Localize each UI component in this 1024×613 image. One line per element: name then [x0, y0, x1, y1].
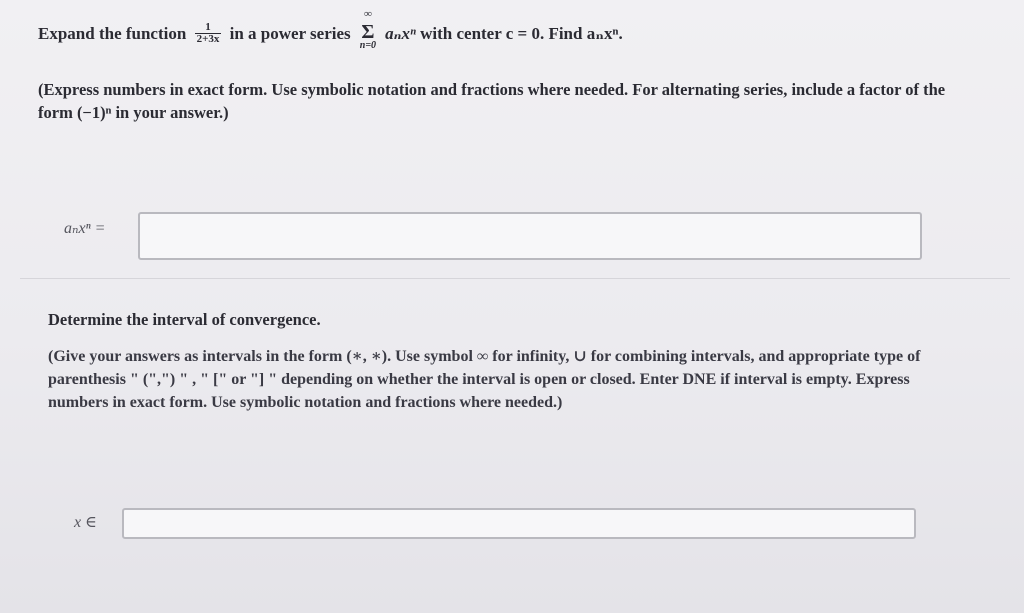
question1-hint: (Express numbers in exact form. Use symbolic notation and fractions where needed. For alternating series, include a factor of the form (−1)ⁿ in your answer.) — [38, 80, 946, 122]
interval-input[interactable] — [122, 508, 916, 539]
summation-symbol: Σ — [361, 21, 375, 44]
summation-term: aₙxⁿ — [385, 24, 416, 43]
answer2-label: x ∈ — [74, 514, 97, 531]
question1-statement — [38, 8, 998, 52]
question1-text-middle: in a power series — [229, 24, 351, 43]
answer1-input[interactable] — [138, 212, 922, 260]
question1-text-before: Expand the function — [38, 24, 187, 43]
question2-prompt: Determine the interval of convergence. — [48, 310, 321, 329]
summation-upper-limit: ∞ — [363, 8, 372, 21]
answer1-label: aₙxⁿ = — [64, 220, 106, 237]
fraction-numerator: 1 — [195, 22, 222, 34]
question2-hint: (Give your answers as intervals in the form (∗, ∗). Use symbol ∞ for infinity, ∪ for combining intervals, and appropriate type of parenthesis " (",") " , " [" or "] " depending on whether the interval is open or closed. Enter DNE if interval is empty. Express numbers in exact form. Use symbolic notation and fractions where needed.) — [48, 348, 921, 411]
fraction-denominator: 2+3x — [196, 32, 220, 45]
summation-lower-limit: n=0 — [359, 40, 377, 52]
section-divider — [20, 278, 1010, 279]
function-fraction — [195, 22, 222, 45]
summation — [359, 8, 377, 52]
question1-text-after: with center c = 0. Find aₙxⁿ. — [420, 24, 623, 43]
